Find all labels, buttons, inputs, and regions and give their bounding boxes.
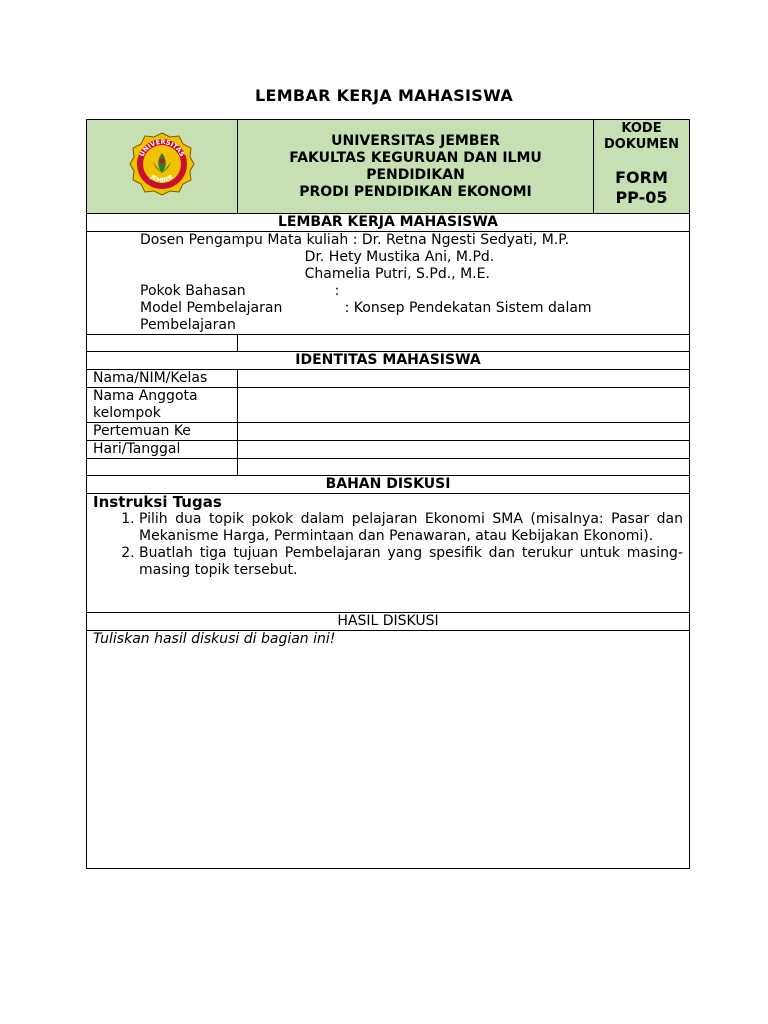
- identitas-row: [87, 388, 690, 423]
- learning-model-line-cont: Pembelajaran: [140, 317, 236, 333]
- identitas-label: Nama Anggota kelompok: [87, 388, 238, 423]
- hasil-title: HASIL DISKUSI: [87, 613, 690, 631]
- svg-text:JEMBER: JEMBER: [149, 173, 175, 185]
- hasil-title-row: [87, 613, 690, 631]
- instruction-heading: Instruksi Tugas: [93, 493, 222, 511]
- learning-model-line: Model Pembelajaran : Konsep Pendekatan Sistem dalam: [140, 300, 592, 316]
- identitas-title: IDENTITAS MAHASISWA: [87, 352, 690, 370]
- identitas-row: [87, 441, 690, 459]
- identitas-value-field[interactable]: [238, 370, 690, 388]
- spacer-cell: [238, 335, 690, 352]
- identitas-value-field[interactable]: [238, 441, 690, 459]
- task-item: 1. Pilih dua topik pokok dalam pelajaran Ekonomi SMA (misalnya: Pasar dan Mekanisme Harga, Permintaan dan Penawaran, atau Kebijakan Ekonomi).: [139, 511, 683, 545]
- identitas-label: Pertemuan Ke: [87, 423, 238, 441]
- identitas-value-field[interactable]: [238, 459, 690, 476]
- page-title: LEMBAR KERJA MAHASISWA: [254, 86, 514, 105]
- document-code-label: KODE DOKUMEN: [604, 121, 679, 152]
- identitas-label: Nama/NIM/Kelas: [87, 370, 238, 388]
- identitas-row: [87, 423, 690, 441]
- lecturer-line-2: Dr. Hety Mustika Ani, M.Pd.: [140, 249, 495, 265]
- document-code-value: FORM PP-05: [615, 168, 668, 207]
- worksheet-table: [86, 119, 690, 869]
- lecturer-line-1: Dosen Pengampu Mata kuliah : Dr. Retna Ngesti Sedyati, M.P.: [140, 232, 570, 248]
- institution-cell: [238, 120, 594, 214]
- hasil-answer-area[interactable]: [87, 631, 690, 869]
- logo-cell: [87, 120, 238, 214]
- info-row: [87, 232, 690, 335]
- identitas-label: [87, 459, 238, 476]
- svg-text:UNIVERSITAS: UNIVERSITAS: [137, 137, 187, 158]
- identitas-row: [87, 459, 690, 476]
- program-name: PRODI PENDIDIKAN EKONOMI: [299, 183, 532, 200]
- bahan-title: BAHAN DISKUSI: [87, 476, 690, 494]
- spacer-cell: [87, 335, 238, 352]
- course-info: [87, 232, 690, 335]
- university-logo: [129, 131, 195, 197]
- lecturer-line-3: Chamelia Putri, S.Pd., M.E.: [140, 266, 490, 282]
- spacer-row: [87, 335, 690, 352]
- identitas-title-row: [87, 352, 690, 370]
- identitas-value-field[interactable]: [238, 388, 690, 423]
- identitas-row: [87, 370, 690, 388]
- faculty-name: FAKULTAS KEGURUAN DAN ILMU PENDIDIKAN: [289, 149, 542, 183]
- university-name: UNIVERSITAS JEMBER: [331, 132, 500, 149]
- identitas-label: Hari/Tanggal: [87, 441, 238, 459]
- sheet-title: LEMBAR KERJA MAHASISWA: [87, 214, 690, 232]
- header-row: [87, 120, 690, 214]
- bahan-content: [87, 494, 690, 613]
- identitas-value-field[interactable]: [238, 423, 690, 441]
- bahan-title-row: [87, 476, 690, 494]
- topic-line: Pokok Bahasan :: [140, 283, 340, 299]
- task-list: [93, 511, 683, 579]
- bahan-content-row: [87, 494, 690, 613]
- sheet-title-row: [87, 214, 690, 232]
- hasil-content-row: [87, 631, 690, 869]
- document-code-cell: [594, 120, 690, 214]
- hasil-placeholder: Tuliskan hasil diskusi di bagian ini!: [93, 631, 336, 647]
- task-item: 2. Buatlah tiga tujuan Pembelajaran yang spesifik dan terukur untuk masing-masing topik tersebut.: [139, 545, 683, 579]
